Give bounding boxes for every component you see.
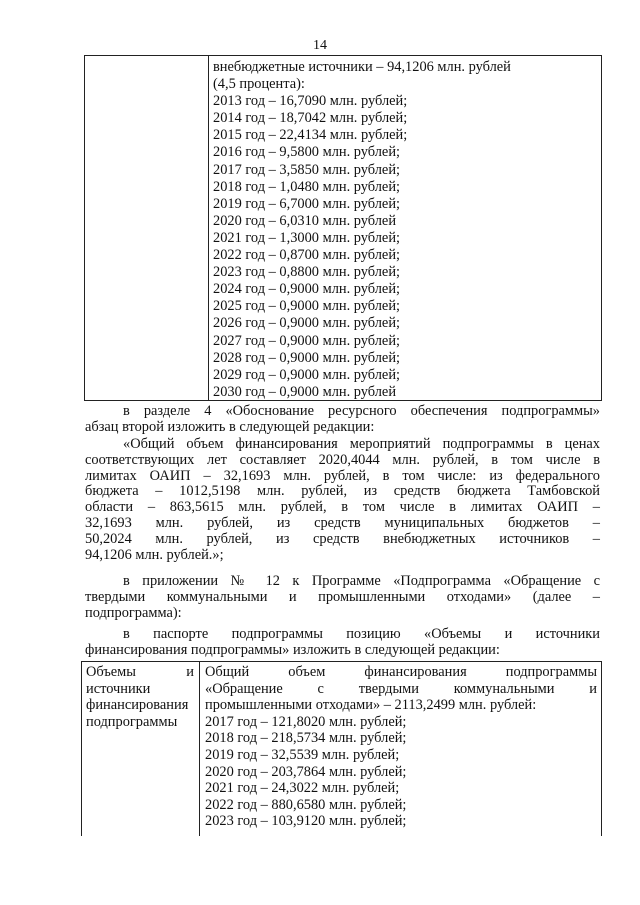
funding-table-continued xyxy=(84,55,602,401)
table-line: Общий объем финансирования подпрограммы xyxy=(205,664,597,680)
table-line: 2024 год – 0,9000 млн. рублей; xyxy=(213,281,401,298)
table-line: 2015 год – 22,4134 млн. рублей; xyxy=(213,127,408,144)
table-line: 2018 год – 218,5734 млн. рублей; xyxy=(205,730,407,747)
table-line: 2023 год – 103,9120 млн. рублей; xyxy=(205,813,407,830)
table-line: 2027 год – 0,9000 млн. рублей; xyxy=(213,332,401,349)
table-line: 2021 год – 24,3022 млн. рублей; xyxy=(205,780,400,797)
table-word: Объемы xyxy=(86,664,136,680)
table-line: 2026 год – 0,9000 млн. рублей; xyxy=(213,315,401,332)
text-line: 32,1693 млн. рублей, из средств муниципальных бюджетов – xyxy=(85,514,600,531)
table-line: 2018 год – 1,0480 млн. рублей; xyxy=(213,178,401,195)
page-number: 14 xyxy=(313,38,327,53)
text-line: финансирования подпрограммы» изложить в следующей редакции: xyxy=(85,641,500,658)
passport-table xyxy=(81,661,602,836)
table-line: 2014 год – 18,7042 млн. рублей; xyxy=(213,110,408,127)
table-line: 2013 год – 16,7090 млн. рублей; xyxy=(213,93,408,110)
table-line: внебюджетные источники – 94,1206 млн. рублей xyxy=(213,59,511,75)
table-line: финансирования xyxy=(86,697,189,714)
table-line: 2019 год – 6,7000 млн. рублей; xyxy=(213,195,401,212)
table-column-divider xyxy=(199,662,200,836)
text-line: соответствующих лет составляет 2020,4044 млн. рублей, в том числе в xyxy=(85,451,600,468)
table-line xyxy=(86,664,194,681)
table-line: 2022 год – 880,6580 млн. рублей; xyxy=(205,796,407,813)
position-name-cell xyxy=(86,664,194,730)
text-line: подпрограмма): xyxy=(85,604,182,621)
text-line: абзац второй изложить в следующей редакции: xyxy=(85,418,375,435)
table-line: 2016 год – 9,5800 млн. рублей; xyxy=(213,144,401,161)
table-line: подпрограммы xyxy=(86,713,178,730)
table-line: 2025 год – 0,9000 млн. рублей; xyxy=(213,298,401,315)
paragraph-passport xyxy=(85,627,600,659)
text-line: бюджета – 1012,5198 млн. рублей, из средств бюджета Тамбовской xyxy=(85,483,600,500)
table-line: 2020 год – 203,7864 млн. рублей; xyxy=(205,763,407,780)
text-line: лимитах ОАИП – 32,1693 млн. рублей, в том числе: из федерального xyxy=(85,467,600,484)
table-line: 2019 год – 32,5539 млн. рублей; xyxy=(205,746,400,763)
table-line: (4,5 процента): xyxy=(213,76,305,93)
text-line: области – 863,5615 млн. рублей, в том числе в лимитах ОАИП – xyxy=(85,499,600,516)
table-line: «Обращение с твердыми коммунальными и xyxy=(205,680,597,697)
table-line: 2030 год – 0,9000 млн. рублей xyxy=(213,383,397,400)
text-line: «Общий объем финансирования мероприятий подпрограммы в ценах xyxy=(123,436,600,452)
funding-sources-cell xyxy=(213,59,597,401)
text-line: 50,2024 млн. рублей, из средств внебюджетных источников – xyxy=(85,530,600,547)
text-line: в приложении № 12 к Программе «Подпрограмма «Обращение с xyxy=(123,573,600,589)
table-line: 2023 год – 0,8800 млн. рублей; xyxy=(213,264,401,281)
paragraph-section-4 xyxy=(85,404,600,436)
text-line: твердыми коммунальными и промышленными отходами» (далее – xyxy=(85,588,600,605)
table-line: 2017 год – 121,8020 млн. рублей; xyxy=(205,713,407,730)
position-value-cell xyxy=(205,664,597,830)
text-line: 94,1206 млн. рублей.»; xyxy=(85,546,224,563)
table-line: 2020 год – 6,0310 млн. рублей xyxy=(213,212,397,229)
table-line: 2029 год – 0,9000 млн. рублей; xyxy=(213,366,401,383)
table-line: промышленными отходами» – 2113,2499 млн. рублей: xyxy=(205,697,537,714)
paragraph-total-financing xyxy=(85,437,600,563)
table-line: 2022 год – 0,8700 млн. рублей; xyxy=(213,247,401,264)
paragraph-appendix-12 xyxy=(85,574,600,621)
text-line: в разделе 4 «Обоснование ресурсного обеспечения подпрограммы» xyxy=(123,403,600,419)
table-line: 2017 год – 3,5850 млн. рублей; xyxy=(213,161,401,178)
table-word: и xyxy=(186,664,194,680)
table-line: источники xyxy=(86,680,151,697)
table-column-divider xyxy=(208,56,209,400)
text-line: в паспорте подпрограммы позицию «Объемы и источники xyxy=(123,626,600,642)
table-line: 2021 год – 1,3000 млн. рублей; xyxy=(213,229,401,246)
table-line: 2028 год – 0,9000 млн. рублей; xyxy=(213,349,401,366)
